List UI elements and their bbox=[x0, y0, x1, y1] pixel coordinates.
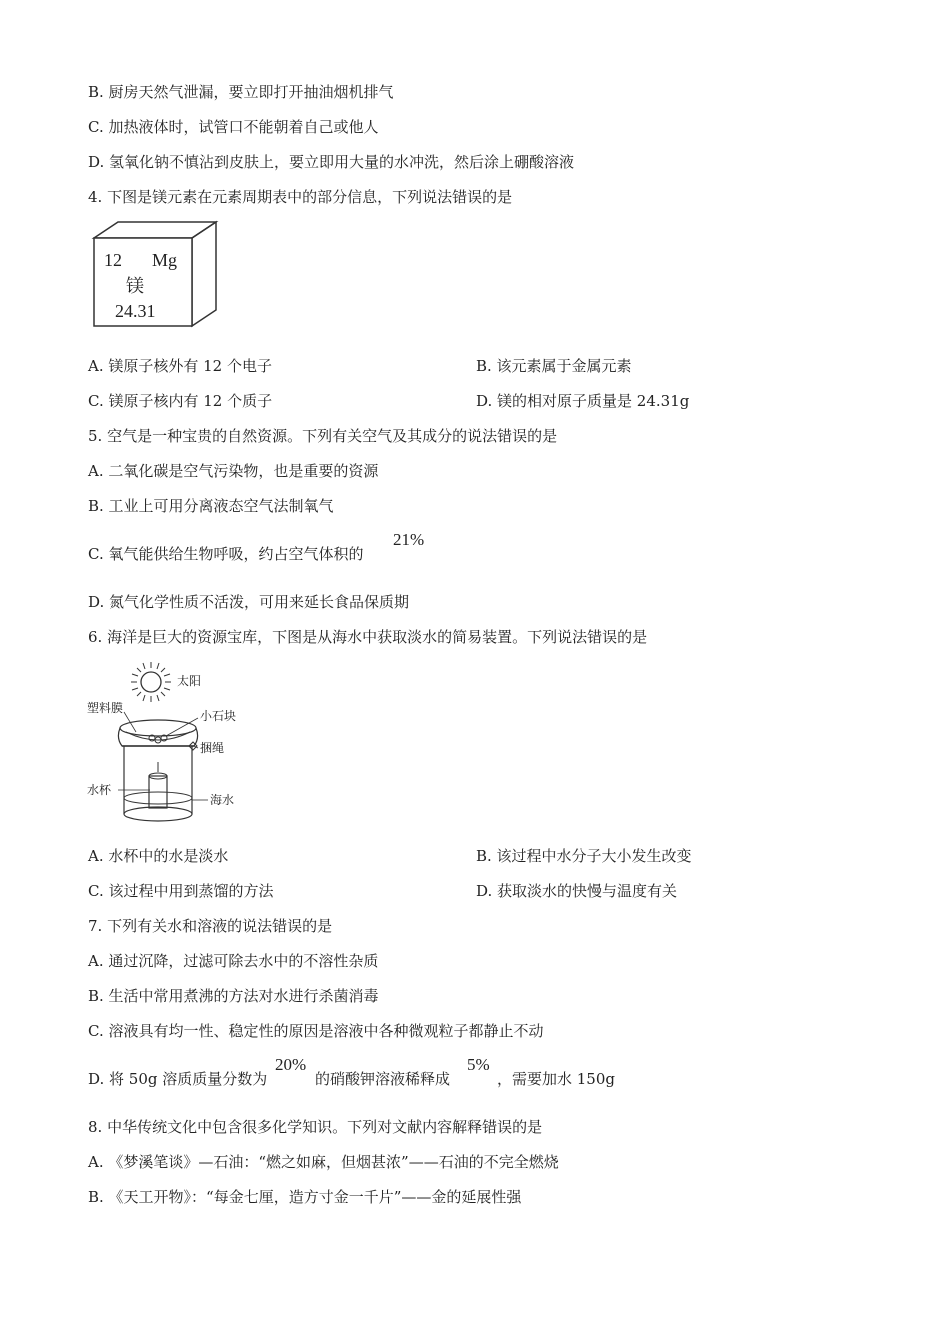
q7-option-a: A. 通过沉降，过滤可除去水中的不溶性杂质 bbox=[88, 952, 379, 970]
q6-option-b: B. 该过程中水分子大小发生改变 bbox=[476, 847, 692, 865]
q8-option-b: B. 《天工开物》：“每金七厘，造方寸金一千片”——金的延展性强 bbox=[88, 1188, 522, 1206]
q3-option-d: D. 氢氧化钠不慎沾到皮肤上，要立即用大量的水冲洗，然后涂上硼酸溶液 bbox=[88, 153, 575, 171]
q5-option-c: C. 氧气能供给生物呼吸，约占空气体积的 bbox=[88, 545, 364, 563]
label-plastic-film: 塑料膜 bbox=[87, 701, 124, 715]
q4-option-d: D. 镁的相对原子质量是 24.31g bbox=[476, 392, 690, 410]
label-sun: 太阳 bbox=[177, 674, 202, 688]
q8-option-a: A. 《梦溪笔谈》—石油：“燃之如麻，但烟甚浓”——石油的不完全燃烧 bbox=[88, 1153, 559, 1171]
q4-stem: 4. 下图是镁元素在元素周期表中的部分信息，下列说法错误的是 bbox=[88, 188, 513, 206]
q7-option-d-part2: 的硝酸钾溶液稀释成 bbox=[315, 1070, 451, 1088]
q7-d-percent-20: 20% bbox=[275, 1055, 307, 1074]
q6-option-d: D. 获取淡水的快慢与温度有关 bbox=[476, 882, 678, 900]
q4-option-a: A. 镁原子核外有 12 个电子 bbox=[88, 357, 272, 375]
mg-element-box bbox=[88, 218, 224, 330]
q3-option-b: B. 厨房天然气泄漏，要立即打开抽油烟机排气 bbox=[88, 83, 394, 101]
q6-option-c: C. 该过程中用到蒸馏的方法 bbox=[88, 882, 274, 900]
q7-option-d-part3: ，需要加水 150g bbox=[497, 1070, 616, 1088]
q5-option-b: B. 工业上可用分离液态空气法制氧气 bbox=[88, 497, 334, 515]
q6-stem: 6. 海洋是巨大的资源宝库，下图是从海水中获取淡水的简易装置。下列说法错误的是 bbox=[88, 628, 648, 646]
q5-c-percent: 21% bbox=[393, 530, 425, 549]
mg-name: 镁 bbox=[126, 276, 144, 297]
q7-stem: 7. 下列有关水和溶液的说法错误的是 bbox=[88, 917, 333, 935]
mg-atomic-mass: 24.31 bbox=[115, 301, 156, 321]
q8-stem: 8. 中华传统文化中包含很多化学知识。下列对文献内容解释错误的是 bbox=[88, 1118, 543, 1136]
q7-option-d-part1: D. 将 50g 溶质质量分数为 bbox=[88, 1070, 268, 1088]
q4-option-c: C. 镁原子核内有 12 个质子 bbox=[88, 392, 273, 410]
sun-icon bbox=[131, 662, 171, 702]
label-small-stone: 小石块 bbox=[200, 709, 237, 723]
label-rope: 捆绳 bbox=[200, 741, 225, 755]
q5-option-d: D. 氮气化学性质不活泼，可用来延长食品保质期 bbox=[88, 593, 410, 611]
q6-option-a: A. 水杯中的水是淡水 bbox=[88, 847, 229, 865]
q4-option-b: B. 该元素属于金属元素 bbox=[476, 357, 632, 375]
label-water-cup: 水杯 bbox=[87, 783, 112, 797]
q7-option-b: B. 生活中常用煮沸的方法对水进行杀菌消毒 bbox=[88, 987, 379, 1005]
q3-option-c: C. 加热液体时，试管口不能朝着自己或他人 bbox=[88, 118, 379, 136]
q7-option-c: C. 溶液具有均一性、稳定性的原因是溶液中各种微观粒子都静止不动 bbox=[88, 1022, 544, 1040]
label-seawater: 海水 bbox=[210, 793, 235, 807]
q5-stem: 5. 空气是一种宝贵的自然资源。下列有关空气及其成分的说法错误的是 bbox=[88, 427, 558, 445]
q7-d-percent-5: 5% bbox=[467, 1055, 490, 1074]
mg-symbol: Mg bbox=[152, 250, 178, 270]
desalination-apparatus bbox=[86, 656, 256, 828]
q5-option-a: A. 二氧化碳是空气污染物，也是重要的资源 bbox=[88, 462, 379, 480]
mg-atomic-number: 12 bbox=[104, 250, 122, 270]
